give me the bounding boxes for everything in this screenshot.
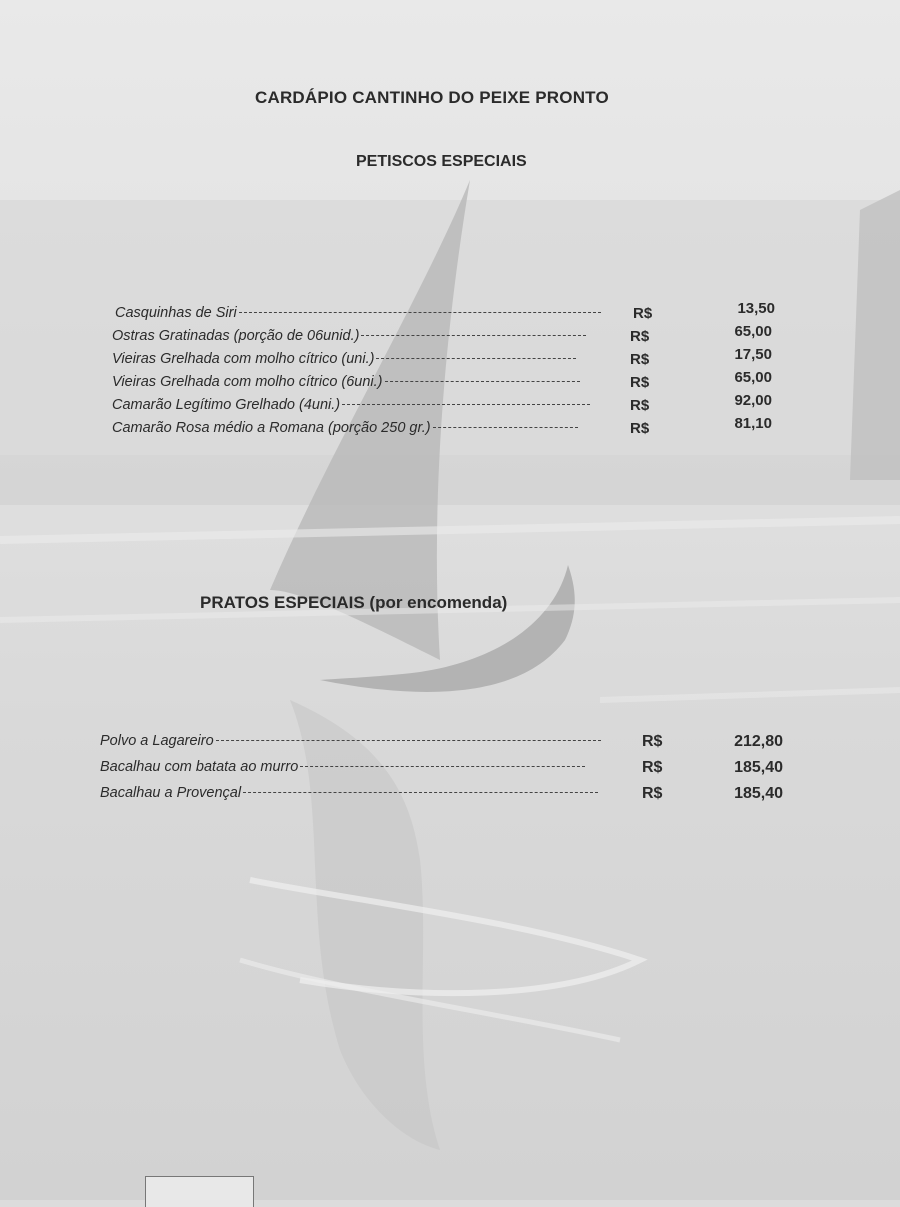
currency-label: R$	[630, 351, 650, 368]
currency-label: R$	[642, 733, 663, 750]
section-title-pratos: PRATOS ESPECIAIS (por encomenda)	[200, 593, 508, 612]
list-item	[100, 759, 800, 785]
item-name: Bacalhau com batata ao murro	[100, 759, 299, 775]
currency-label: R$	[633, 305, 653, 322]
item-name: Casquinhas de Siri	[115, 305, 237, 321]
currency-label: R$	[630, 328, 650, 345]
item-name: Vieiras Grelhada com molho cítrico (6uni.)	[112, 374, 383, 390]
pratos-list	[100, 733, 800, 811]
item-price: 212,80	[734, 733, 783, 750]
item-name: Polvo a Lagareiro	[100, 733, 214, 749]
page-title: CARDÁPIO CANTINHO DO PEIXE PRONTO	[255, 88, 609, 107]
item-price: 185,40	[734, 759, 783, 776]
currency-label: R$	[630, 374, 650, 391]
item-price: 65,00	[734, 369, 772, 386]
item-price: 17,50	[734, 346, 772, 363]
currency-label: R$	[642, 759, 663, 776]
list-item	[100, 733, 800, 759]
item-name: Ostras Gratinadas (porção de 06unid.)	[112, 328, 360, 344]
section-title-petiscos: PETISCOS ESPECIAIS	[356, 153, 527, 170]
stamp-box	[145, 1176, 254, 1207]
currency-label: R$	[642, 785, 663, 802]
item-name: Camarão Legítimo Grelhado (4uni.)	[112, 397, 341, 413]
item-price: 65,00	[734, 323, 772, 340]
item-price: 92,00	[734, 392, 772, 409]
currency-label: R$	[630, 397, 650, 414]
list-item	[100, 785, 800, 811]
list-item	[112, 346, 792, 374]
list-item	[112, 323, 792, 351]
item-name: Bacalhau a Provençal	[100, 785, 242, 801]
item-price: 81,10	[734, 415, 772, 432]
list-item	[112, 369, 792, 397]
item-price: 185,40	[734, 785, 783, 802]
petiscos-list	[112, 300, 792, 443]
currency-label: R$	[630, 420, 650, 437]
item-name: Vieiras Grelhada com molho cítrico (uni.)	[112, 351, 375, 367]
item-name: Camarão Rosa médio a Romana (porção 250 gr.)	[112, 420, 431, 436]
list-item	[112, 392, 792, 420]
item-price: 13,50	[737, 300, 775, 317]
list-item	[112, 415, 792, 443]
